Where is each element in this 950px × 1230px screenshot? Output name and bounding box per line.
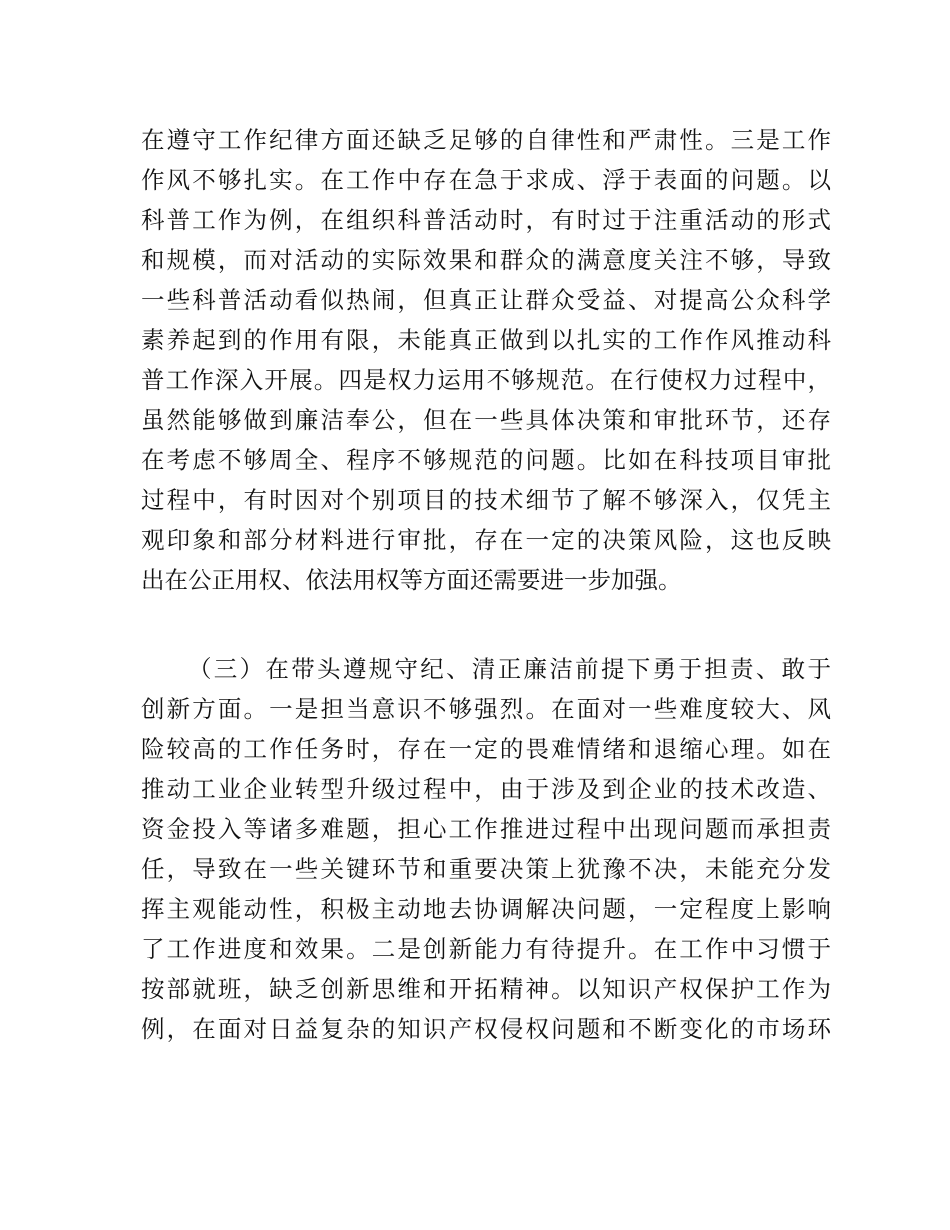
text-line: 任，导致在一些关键环节和重要决策上犹豫不决，未能充分发 (141, 855, 831, 883)
text-line: 创新方面。一是担当意识不够强烈。在面对一些难度较大、风 (141, 695, 831, 723)
text-line: 在考虑不够周全、程序不够规范的问题。比如在科技项目审批 (141, 446, 831, 474)
text-line: 素养起到的作用有限，未能真正做到以扎实的工作作风推动科 (141, 326, 831, 354)
text-line: 科普工作为例，在组织科普活动时，有时过于注重活动的形式 (141, 206, 831, 234)
text-line: 出在公正用权、依法用权等方面还需要进一步加强。 (141, 566, 682, 594)
text-line: 挥主观能动性，积极主动地去协调解决问题，一定程度上影响 (141, 895, 831, 923)
text-line: 过程中，有时因对个别项目的技术细节了解不够深入，仅凭主 (141, 486, 831, 514)
paragraph-continued (141, 120, 831, 600)
section-heading-line: （三）在带头遵规守纪、清正廉洁前提下勇于担责、敢于 (188, 655, 831, 683)
text-line: 险较高的工作任务时，存在一定的畏难情绪和退缩心理。如在 (141, 735, 831, 763)
paragraph-section-three (141, 649, 831, 1049)
text-line: 虽然能够做到廉洁奉公，但在一些具体决策和审批环节，还存 (141, 406, 831, 434)
text-line: 一些科普活动看似热闹，但真正让群众受益、对提高公众科学 (141, 286, 831, 314)
text-line: 资金投入等诸多难题，担心工作推进过程中出现问题而承担责 (141, 815, 831, 843)
text-line: 在遵守工作纪律方面还缺乏足够的自律性和严肃性。三是工作 (141, 126, 831, 154)
text-line: 和规模，而对活动的实际效果和群众的满意度关注不够，导致 (141, 246, 831, 274)
text-line: 例，在面对日益复杂的知识产权侵权问题和不断变化的市场环 (141, 1015, 831, 1043)
text-line: 作风不够扎实。在工作中存在急于求成、浮于表面的问题。以 (141, 166, 831, 194)
text-line: 推动工业企业转型升级过程中，由于涉及到企业的技术改造、 (141, 775, 831, 803)
text-line: 普工作深入开展。四是权力运用不够规范。在行使权力过程中， (141, 366, 831, 394)
text-line: 按部就班，缺乏创新思维和开拓精神。以知识产权保护工作为 (141, 975, 831, 1003)
text-line: 了工作进度和效果。二是创新能力有待提升。在工作中习惯于 (141, 935, 831, 963)
text-line: 观印象和部分材料进行审批，存在一定的决策风险，这也反映 (141, 526, 831, 554)
